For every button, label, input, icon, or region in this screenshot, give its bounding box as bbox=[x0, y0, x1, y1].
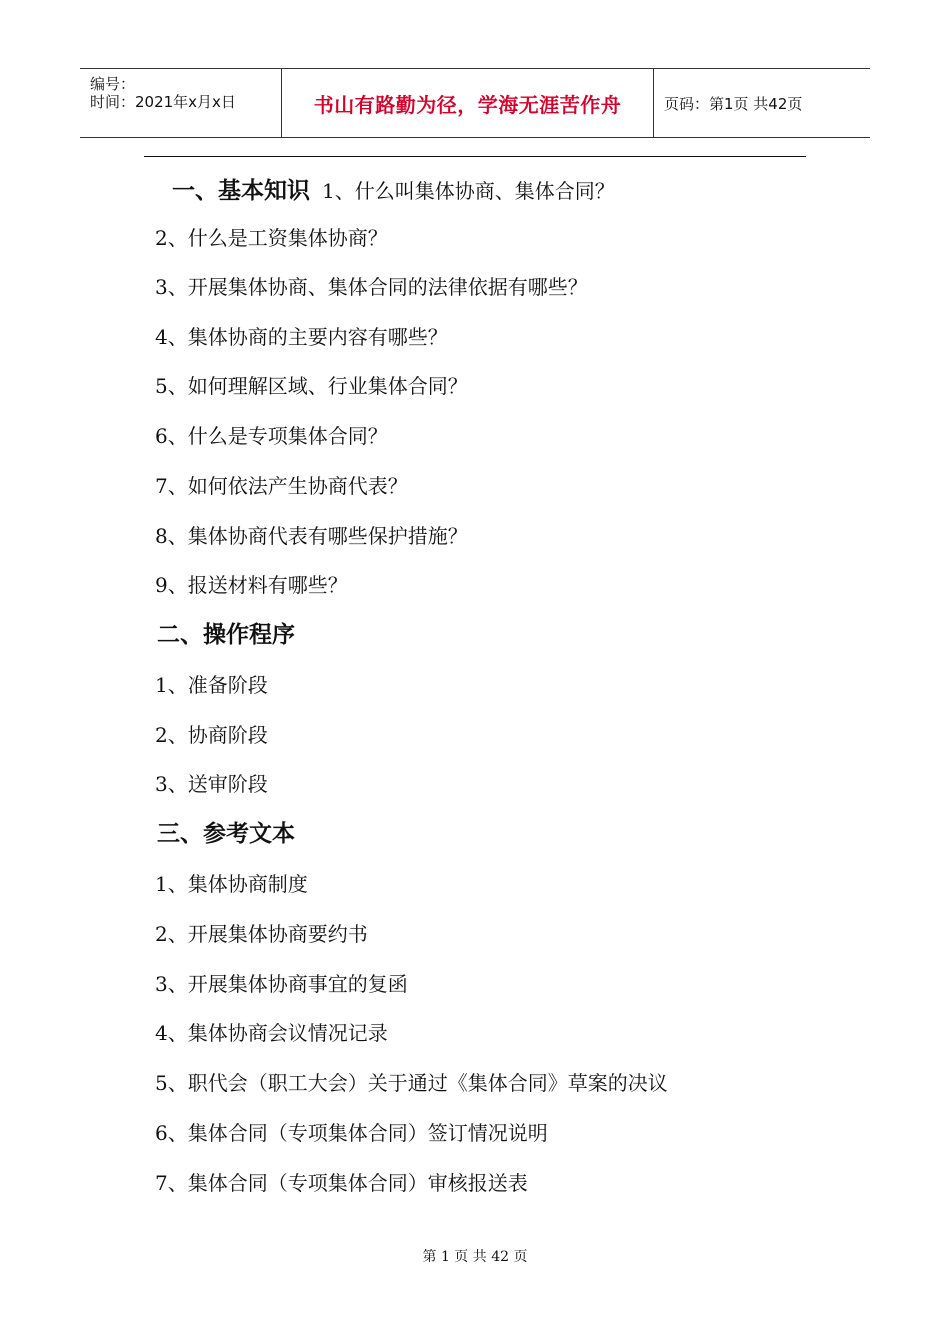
list-item: 7、集体合同（专项集体合同）审核报送表 bbox=[155, 1171, 528, 1195]
list-item: 2、什么是工资集体协商？ bbox=[155, 226, 388, 250]
list-item: 3、开展集体协商事宜的复函 bbox=[155, 972, 408, 996]
list-item: 6、集体合同（专项集体合同）签订情况说明 bbox=[155, 1121, 548, 1145]
section-heading: 一、基本知识 bbox=[172, 178, 310, 204]
motto: 书山有路勤为径，学海无涯苦作舟 bbox=[313, 92, 622, 117]
page-footer: 第 1 页 共 42 页 bbox=[422, 1249, 528, 1265]
page-info: 页码：第1页 共42页 bbox=[664, 94, 803, 113]
section-heading: 三、参考文本 bbox=[157, 821, 295, 847]
list-item: 8、集体协商代表有哪些保护措施？ bbox=[155, 524, 468, 548]
list-item: 9、报送材料有哪些？ bbox=[155, 573, 348, 597]
divider-rule bbox=[144, 156, 806, 157]
section-1-first-line bbox=[172, 172, 615, 205]
list-item: 1、集体协商制度 bbox=[155, 872, 308, 896]
header-meta-cell bbox=[80, 69, 282, 137]
list-item: 3、开展集体协商、集体合同的法律依据有哪些？ bbox=[155, 275, 588, 299]
header-motto-cell bbox=[282, 69, 654, 137]
list-item: 5、职代会（职工大会）关于通过《集体合同》草案的决议 bbox=[155, 1071, 668, 1095]
list-item: 3、送审阶段 bbox=[155, 772, 268, 796]
header-table bbox=[80, 68, 870, 138]
list-item: 6、什么是专项集体合同？ bbox=[155, 424, 388, 448]
list-item: 5、如何理解区域、行业集体合同？ bbox=[155, 374, 468, 398]
header-page-cell bbox=[654, 69, 870, 137]
list-item: 7、如何依法产生协商代表？ bbox=[155, 474, 408, 498]
section-heading: 二、操作程序 bbox=[157, 622, 295, 648]
list-item: 2、协商阶段 bbox=[155, 723, 268, 747]
list-item: 4、集体协商的主要内容有哪些？ bbox=[155, 325, 448, 349]
number-label: 编号： bbox=[90, 75, 136, 93]
time-label: 时间：2021年x月x日 bbox=[90, 93, 236, 111]
list-item: 4、集体协商会议情况记录 bbox=[155, 1021, 388, 1045]
list-item: 1、什么叫集体协商、集体合同？ bbox=[322, 179, 615, 203]
list-item: 2、开展集体协商要约书 bbox=[155, 922, 368, 946]
list-item: 1、准备阶段 bbox=[155, 673, 268, 697]
